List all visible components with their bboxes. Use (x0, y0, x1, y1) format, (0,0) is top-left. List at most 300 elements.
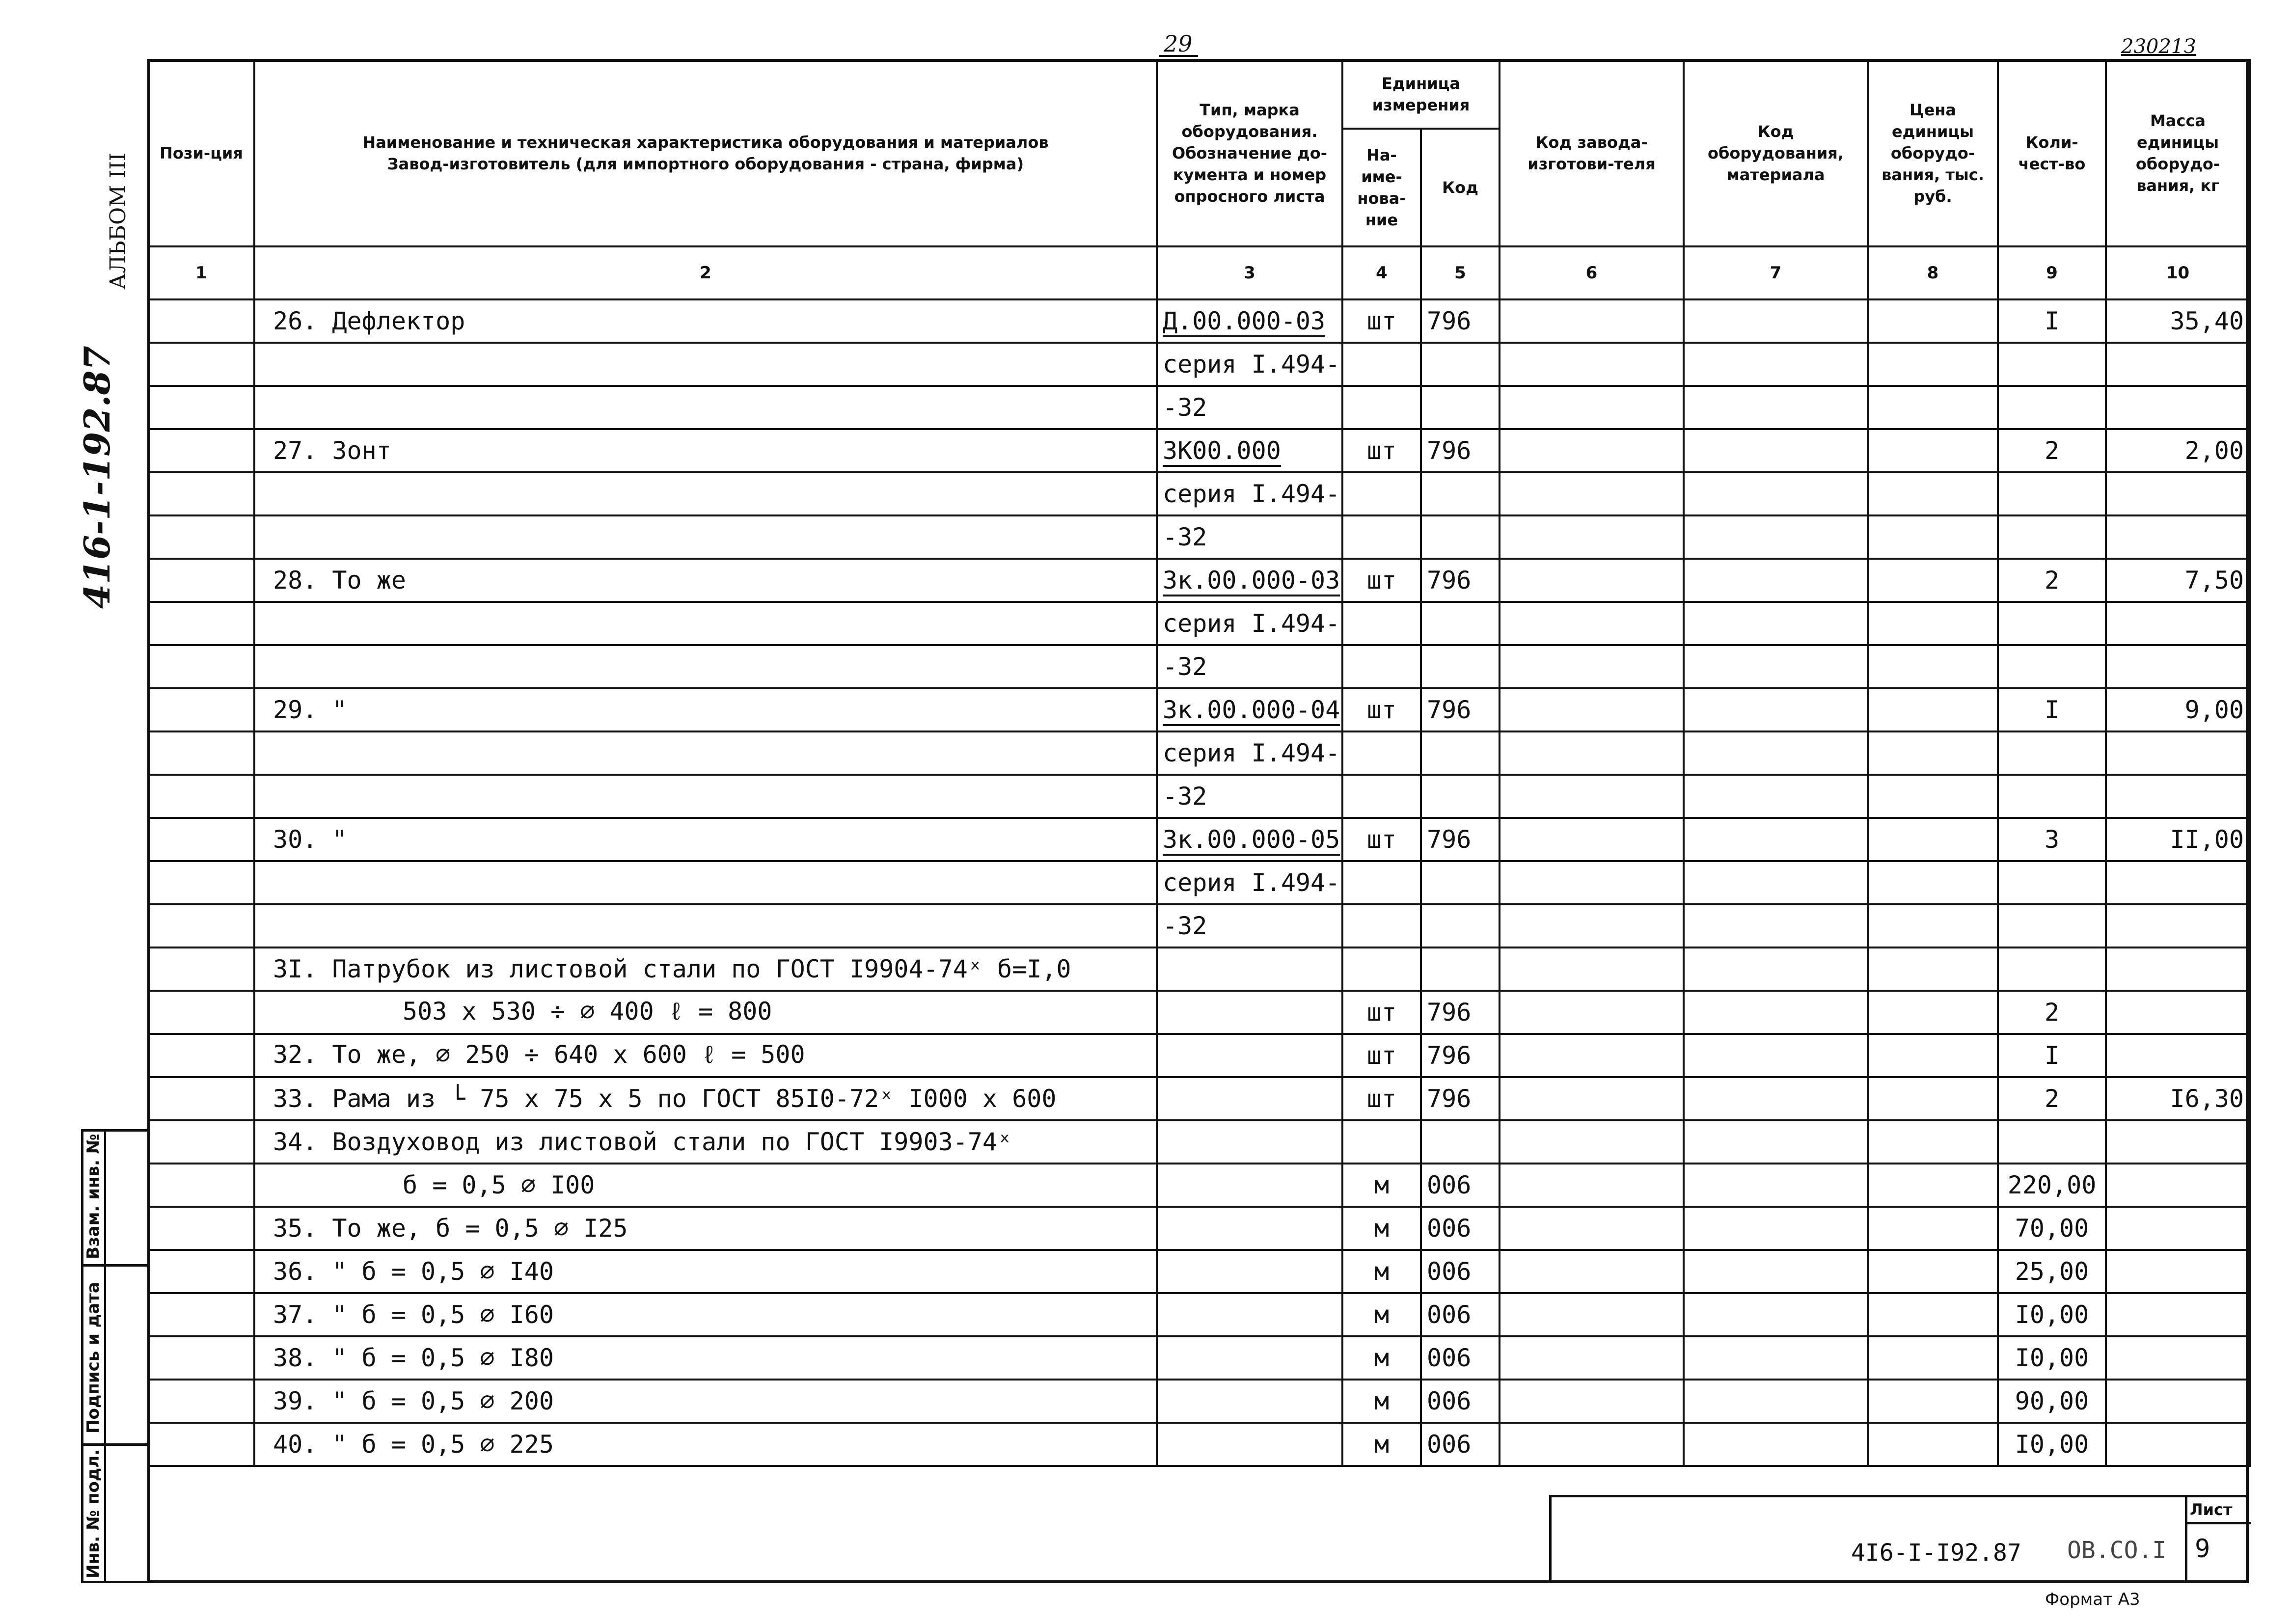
table-row (148, 1380, 2250, 1423)
price-cell (1868, 1250, 1998, 1293)
equipment-code-cell (1684, 688, 1868, 731)
unit-code-cell (1421, 731, 1500, 775)
factory-code-cell (1500, 1336, 1684, 1380)
quantity-cell (1998, 343, 2106, 386)
header-equipment-code: Код оборудования, материала (1684, 60, 1868, 246)
table-row (148, 1164, 2250, 1207)
price-cell (1868, 1034, 1998, 1077)
factory-code-cell (1500, 1250, 1684, 1293)
price-cell (1868, 515, 1998, 559)
price-cell (1868, 731, 1998, 775)
side-stamp-inv-replace-label: Взам. инв. № (83, 1134, 103, 1259)
unit-code-cell: 796 (1421, 1077, 1500, 1120)
name-cell: 503 х 530 ÷ ⌀ 400 ℓ = 800 (254, 991, 1157, 1034)
factory-code-cell (1500, 343, 1684, 386)
factory-code-cell (1500, 1293, 1684, 1336)
position-cell (148, 1120, 254, 1164)
mass-cell: 2,00 (2106, 429, 2250, 472)
unit-name-cell: шт (1342, 688, 1421, 731)
header-position: Пози-ция (148, 60, 254, 246)
equipment-code-cell (1684, 1250, 1868, 1293)
album-label: АЛЬБОМ III (106, 152, 131, 290)
price-cell (1868, 1077, 1998, 1120)
quantity-cell: 70,00 (1998, 1207, 2106, 1250)
position-cell (148, 947, 254, 991)
mass-cell (2106, 775, 2250, 818)
equipment-code-cell (1684, 343, 1868, 386)
name-cell (254, 861, 1157, 904)
unit-name-cell (1342, 602, 1421, 645)
name-cell: 39. " б = 0,5 ⌀ 200 (254, 1380, 1157, 1423)
price-cell (1868, 299, 1998, 343)
unit-code-cell (1421, 386, 1500, 429)
unit-name-cell (1342, 645, 1421, 688)
table-row (148, 1293, 2250, 1336)
name-cell: 26. Дефлектор (254, 299, 1157, 343)
factory-code-cell (1500, 861, 1684, 904)
unit-name-cell: шт (1342, 1034, 1421, 1077)
column-number: 10 (2106, 246, 2250, 299)
unit-code-cell: 006 (1421, 1423, 1500, 1466)
name-cell: 33. Рама из └ 75 х 75 х 5 по ГОСТ 85I0-72ˣ I000 х 600 (254, 1077, 1157, 1120)
price-cell (1868, 818, 1998, 861)
factory-code-cell (1500, 429, 1684, 472)
table-row (148, 1250, 2250, 1293)
equipment-code-cell (1684, 775, 1868, 818)
factory-code-cell (1500, 515, 1684, 559)
equipment-code-cell (1684, 602, 1868, 645)
type-cell: серия I.494- (1157, 602, 1342, 645)
quantity-cell: I0,00 (1998, 1423, 2106, 1466)
position-cell (148, 1164, 254, 1207)
position-cell (148, 299, 254, 343)
quantity-cell: 2 (1998, 1077, 2106, 1120)
table-row (148, 991, 2250, 1034)
unit-name-cell (1342, 515, 1421, 559)
price-cell (1868, 991, 1998, 1034)
name-cell (254, 904, 1157, 947)
format-label: Формат А3 (2045, 1590, 2140, 1609)
name-cell (254, 731, 1157, 775)
sheet-top-number: 29 (1164, 30, 1193, 57)
type-cell: -32 (1157, 904, 1342, 947)
unit-code-cell: 006 (1421, 1380, 1500, 1423)
quantity-cell: 90,00 (1998, 1380, 2106, 1423)
type-cell: серия I.494- (1157, 861, 1342, 904)
table-row (148, 1077, 2250, 1120)
factory-code-cell (1500, 775, 1684, 818)
table-row (148, 645, 2250, 688)
unit-name-cell: м (1342, 1336, 1421, 1380)
equipment-code-cell (1684, 904, 1868, 947)
unit-code-cell (1421, 602, 1500, 645)
factory-code-cell (1500, 299, 1684, 343)
unit-name-cell: шт (1342, 429, 1421, 472)
table-row (148, 1034, 2250, 1077)
mass-cell (2106, 1164, 2250, 1207)
position-cell (148, 731, 254, 775)
header-name-line2: Завод-изготовитель (для импортного оборудования - страна, фирма) (387, 155, 1024, 173)
unit-code-cell: 796 (1421, 299, 1500, 343)
type-cell (1157, 1164, 1342, 1207)
unit-name-cell: м (1342, 1380, 1421, 1423)
position-cell (148, 515, 254, 559)
name-cell: 32. То же, ⌀ 250 ÷ 640 х 600 ℓ = 500 (254, 1034, 1157, 1077)
header-mass: Масса единицы оборудо-вания, кг (2106, 60, 2250, 246)
factory-code-cell (1500, 559, 1684, 602)
factory-code-cell (1500, 947, 1684, 991)
unit-code-cell (1421, 343, 1500, 386)
unit-code-cell: 796 (1421, 429, 1500, 472)
position-cell (148, 1250, 254, 1293)
quantity-cell (1998, 472, 2106, 515)
equipment-code-cell (1684, 947, 1868, 991)
price-cell (1868, 904, 1998, 947)
type-cell: -32 (1157, 645, 1342, 688)
equipment-code-cell (1684, 1164, 1868, 1207)
mass-cell (2106, 1423, 2250, 1466)
side-stamp-inv-orig-label: Инв. № подл. (83, 1449, 103, 1578)
name-cell: 40. " б = 0,5 ⌀ 225 (254, 1423, 1157, 1466)
factory-code-cell (1500, 818, 1684, 861)
title-block (1549, 1495, 2249, 1583)
table-row (148, 602, 2250, 645)
price-cell (1868, 1207, 1998, 1250)
type-cell (1157, 1077, 1342, 1120)
mass-cell (2106, 1293, 2250, 1336)
type-cell (1157, 1336, 1342, 1380)
unit-name-cell: м (1342, 1423, 1421, 1466)
quantity-cell (1998, 904, 2106, 947)
mass-cell (2106, 645, 2250, 688)
type-cell: -32 (1157, 775, 1342, 818)
factory-code-cell (1500, 688, 1684, 731)
name-cell: 27. Зонт (254, 429, 1157, 472)
title-block-sheet-label: Лист (2190, 1500, 2233, 1519)
quantity-cell (1998, 602, 2106, 645)
name-cell (254, 386, 1157, 429)
quantity-cell: 2 (1998, 991, 2106, 1034)
project-vertical-label: 416-1-192.87 (76, 346, 118, 609)
mass-cell (2106, 1034, 2250, 1077)
unit-name-cell: м (1342, 1207, 1421, 1250)
mass-cell (2106, 947, 2250, 991)
position-cell (148, 1077, 254, 1120)
factory-code-cell (1500, 1207, 1684, 1250)
quantity-cell: I (1998, 688, 2106, 731)
position-cell (148, 1207, 254, 1250)
factory-code-cell (1500, 991, 1684, 1034)
price-cell (1868, 602, 1998, 645)
unit-code-cell: 796 (1421, 818, 1500, 861)
table-row (148, 1120, 2250, 1164)
equipment-code-cell (1684, 515, 1868, 559)
unit-name-cell (1342, 861, 1421, 904)
type-cell (1157, 1423, 1342, 1466)
table-row (148, 472, 2250, 515)
type-cell (1157, 991, 1342, 1034)
mass-cell (2106, 472, 2250, 515)
name-cell: 35. То же, б = 0,5 ⌀ I25 (254, 1207, 1157, 1250)
quantity-cell: 2 (1998, 559, 2106, 602)
quantity-cell (1998, 861, 2106, 904)
unit-code-cell: 006 (1421, 1336, 1500, 1380)
header-name-line1: Наименование и техническая характеристика оборудования и материалов (362, 133, 1049, 152)
column-number: 4 (1342, 246, 1421, 299)
equipment-code-cell (1684, 1380, 1868, 1423)
unit-name-cell (1342, 1120, 1421, 1164)
quantity-cell: 220,00 (1998, 1164, 2106, 1207)
factory-code-cell (1500, 1423, 1684, 1466)
unit-name-cell (1342, 386, 1421, 429)
type-cell: серия I.494- (1157, 731, 1342, 775)
unit-name-cell: шт (1342, 1077, 1421, 1120)
equipment-code-cell (1684, 1293, 1868, 1336)
type-cell (1157, 1250, 1342, 1293)
column-number: 6 (1500, 246, 1684, 299)
price-cell (1868, 645, 1998, 688)
table-header (148, 60, 2250, 299)
equipment-code-cell (1684, 559, 1868, 602)
table-row (148, 515, 2250, 559)
equipment-code-cell (1684, 818, 1868, 861)
equipment-code-cell (1684, 1336, 1868, 1380)
quantity-cell: 25,00 (1998, 1250, 2106, 1293)
header-unit-group: Единица измерения (1342, 60, 1500, 129)
table-row (148, 688, 2250, 731)
mass-cell (2106, 1336, 2250, 1380)
price-cell (1868, 343, 1998, 386)
type-cell (1157, 818, 1342, 861)
name-cell: б = 0,5 ⌀ I00 (254, 1164, 1157, 1207)
factory-code-cell (1500, 904, 1684, 947)
side-stamp-sign-date-label: Подпись и дата (83, 1282, 103, 1434)
type-designation: Зк.00.000-03 (1163, 566, 1340, 596)
type-cell (1157, 1207, 1342, 1250)
name-cell: 3I. Патрубок из листовой стали по ГОСТ I9904-74ˣ б=I,0 (254, 947, 1157, 991)
equipment-code-cell (1684, 1077, 1868, 1120)
mass-cell (2106, 904, 2250, 947)
position-cell (148, 1380, 254, 1423)
price-cell (1868, 1380, 1998, 1423)
price-cell (1868, 1336, 1998, 1380)
name-cell (254, 602, 1157, 645)
quantity-cell: I0,00 (1998, 1293, 2106, 1336)
position-cell (148, 602, 254, 645)
type-cell (1157, 1293, 1342, 1336)
equipment-code-cell (1684, 1423, 1868, 1466)
price-cell (1868, 1423, 1998, 1466)
quantity-cell (1998, 775, 2106, 818)
type-designation: ЗК00.000 (1163, 436, 1281, 467)
name-cell: 29. " (254, 688, 1157, 731)
position-cell (148, 429, 254, 472)
column-number: 7 (1684, 246, 1868, 299)
type-cell (1157, 559, 1342, 602)
mass-cell (2106, 602, 2250, 645)
column-number: 8 (1868, 246, 1998, 299)
table-row (148, 731, 2250, 775)
table-row (148, 818, 2250, 861)
factory-code-cell (1500, 645, 1684, 688)
title-block-designation: 4I6-I-I92.87 (1851, 1539, 2021, 1567)
mass-cell (2106, 1207, 2250, 1250)
table-row (148, 1207, 2250, 1250)
name-cell (254, 472, 1157, 515)
table-row (148, 386, 2250, 429)
factory-code-cell (1500, 386, 1684, 429)
unit-code-cell: 796 (1421, 991, 1500, 1034)
header-unit-name: На-име-нова-ние (1342, 129, 1421, 246)
factory-code-cell (1500, 1164, 1684, 1207)
header-factory-code: Код завода-изготови-теля (1500, 60, 1684, 246)
equipment-code-cell (1684, 472, 1868, 515)
table-row (148, 947, 2250, 991)
unit-name-cell (1342, 775, 1421, 818)
quantity-cell (1998, 515, 2106, 559)
specification-table (147, 59, 2251, 1467)
equipment-code-cell (1684, 429, 1868, 472)
quantity-cell (1998, 947, 2106, 991)
unit-code-cell (1421, 515, 1500, 559)
quantity-cell (1998, 645, 2106, 688)
factory-code-cell (1500, 1120, 1684, 1164)
equipment-code-cell (1684, 991, 1868, 1034)
unit-name-cell: м (1342, 1164, 1421, 1207)
position-cell (148, 559, 254, 602)
unit-name-cell (1342, 472, 1421, 515)
unit-code-cell: 796 (1421, 1034, 1500, 1077)
equipment-code-cell (1684, 1207, 1868, 1250)
type-cell (1157, 1380, 1342, 1423)
name-cell (254, 645, 1157, 688)
unit-code-cell: 006 (1421, 1164, 1500, 1207)
position-cell (148, 1034, 254, 1077)
price-cell (1868, 688, 1998, 731)
type-cell: серия I.494- (1157, 472, 1342, 515)
quantity-cell (1998, 386, 2106, 429)
equipment-code-cell (1684, 861, 1868, 904)
unit-code-cell: 006 (1421, 1207, 1500, 1250)
mass-cell (2106, 1120, 2250, 1164)
quantity-cell (1998, 1120, 2106, 1164)
table-row (148, 429, 2250, 472)
header-price: Цена единицы оборудо-вания, тыс. руб. (1868, 60, 1998, 246)
quantity-cell (1998, 731, 2106, 775)
price-cell (1868, 1293, 1998, 1336)
position-cell (148, 775, 254, 818)
type-cell (1157, 429, 1342, 472)
column-number: 1 (148, 246, 254, 299)
unit-code-cell: 006 (1421, 1250, 1500, 1293)
table-row (148, 904, 2250, 947)
name-cell (254, 343, 1157, 386)
position-cell (148, 343, 254, 386)
table-row (148, 559, 2250, 602)
quantity-cell: I (1998, 299, 2106, 343)
factory-code-cell (1500, 1380, 1684, 1423)
mass-cell (2106, 386, 2250, 429)
name-cell: 36. " б = 0,5 ⌀ I40 (254, 1250, 1157, 1293)
unit-name-cell (1342, 731, 1421, 775)
type-cell (1157, 688, 1342, 731)
name-cell (254, 775, 1157, 818)
mass-cell: I6,30 (2106, 1077, 2250, 1120)
unit-code-cell: 796 (1421, 559, 1500, 602)
mass-cell (2106, 343, 2250, 386)
name-cell: 28. То же (254, 559, 1157, 602)
quantity-cell: 2 (1998, 429, 2106, 472)
column-numbers-row (148, 246, 2250, 299)
table-row (148, 343, 2250, 386)
quantity-cell: 3 (1998, 818, 2106, 861)
quantity-cell: I0,00 (1998, 1336, 2106, 1380)
unit-name-cell: м (1342, 1250, 1421, 1293)
name-cell: 34. Воздуховод из листовой стали по ГОСТ I9903-74ˣ (254, 1120, 1157, 1164)
price-cell (1868, 559, 1998, 602)
position-cell (148, 386, 254, 429)
unit-code-cell (1421, 861, 1500, 904)
position-cell (148, 688, 254, 731)
column-number: 9 (1998, 246, 2106, 299)
price-cell (1868, 861, 1998, 904)
unit-name-cell (1342, 904, 1421, 947)
table-row (148, 775, 2250, 818)
price-cell (1868, 947, 1998, 991)
name-cell (254, 515, 1157, 559)
equipment-code-cell (1684, 386, 1868, 429)
name-cell: 37. " б = 0,5 ⌀ I60 (254, 1293, 1157, 1336)
position-cell (148, 645, 254, 688)
top-number-underline (1159, 55, 1198, 57)
table-row (148, 1336, 2250, 1380)
unit-code-cell (1421, 472, 1500, 515)
mass-cell: 9,00 (2106, 688, 2250, 731)
price-cell (1868, 472, 1998, 515)
unit-code-cell (1421, 1120, 1500, 1164)
unit-name-cell: шт (1342, 559, 1421, 602)
equipment-code-cell (1684, 645, 1868, 688)
factory-code-cell (1500, 602, 1684, 645)
column-number: 5 (1421, 246, 1500, 299)
type-cell (1157, 1034, 1342, 1077)
position-cell (148, 861, 254, 904)
header-quantity: Коли-чест-во (1998, 60, 2106, 246)
position-cell (148, 818, 254, 861)
unit-code-cell: 796 (1421, 688, 1500, 731)
factory-code-cell (1500, 1034, 1684, 1077)
mass-cell (2106, 515, 2250, 559)
price-cell (1868, 1164, 1998, 1207)
header-type: Тип, марка оборудования. Обозначение до-кумента и номер опросного листа (1157, 60, 1342, 246)
factory-code-cell (1500, 472, 1684, 515)
price-cell (1868, 429, 1998, 472)
mass-cell (2106, 1380, 2250, 1423)
price-cell (1868, 386, 1998, 429)
header-unit-code: Код (1421, 129, 1500, 246)
unit-name-cell: шт (1342, 818, 1421, 861)
mass-cell: II,00 (2106, 818, 2250, 861)
position-cell (148, 472, 254, 515)
name-cell: 38. " б = 0,5 ⌀ I80 (254, 1336, 1157, 1380)
table-row (148, 1423, 2250, 1466)
unit-code-cell (1421, 645, 1500, 688)
header-name (254, 60, 1157, 246)
factory-code-cell (1500, 1077, 1684, 1120)
position-cell (148, 1336, 254, 1380)
quantity-cell: I (1998, 1034, 2106, 1077)
type-cell (1157, 299, 1342, 343)
